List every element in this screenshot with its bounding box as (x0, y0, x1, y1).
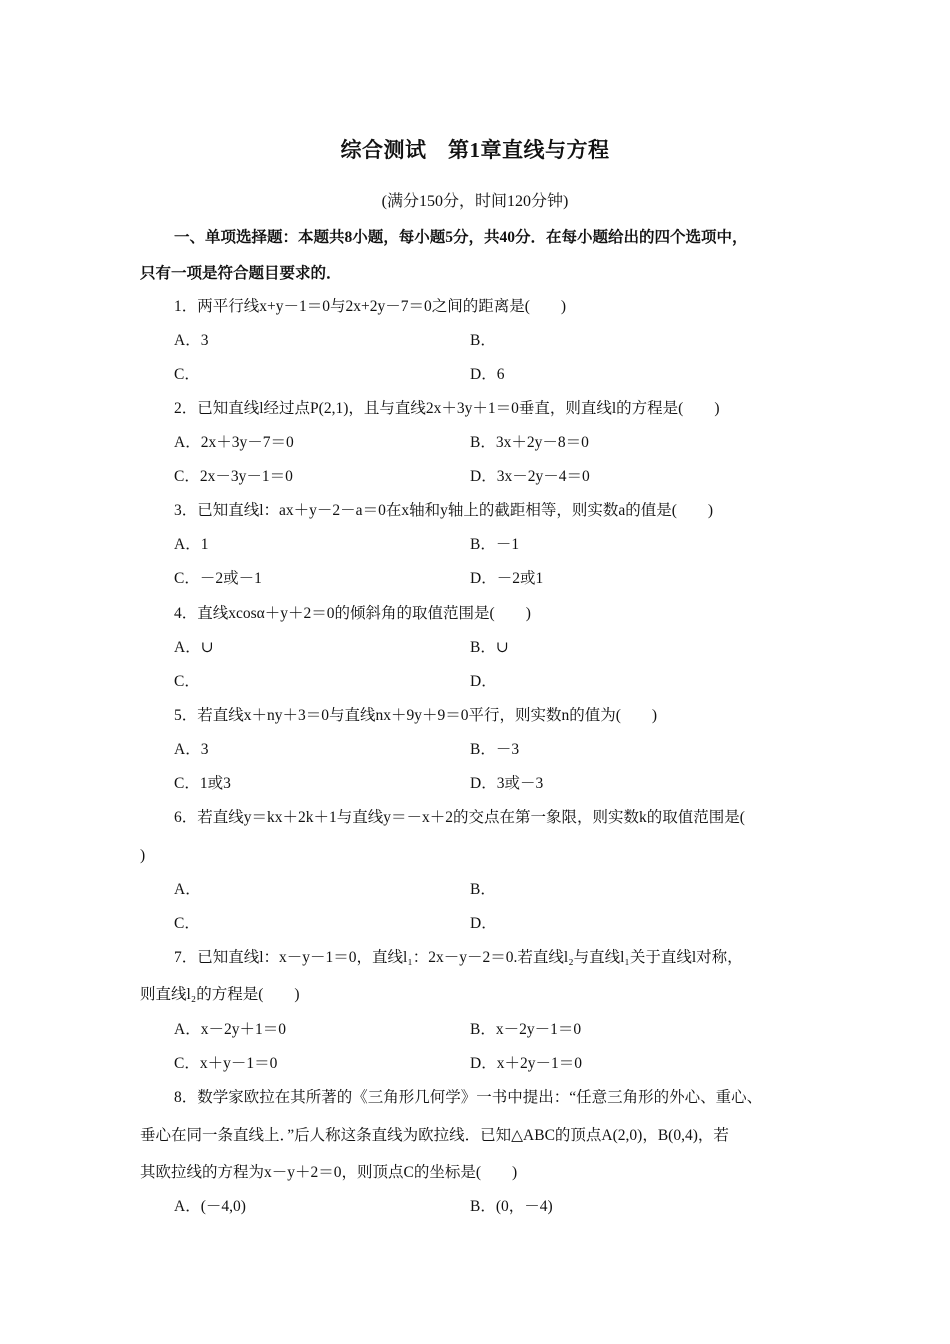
question-6-option-a: A． (174, 881, 201, 898)
question-5-option-b: B．－3 (470, 741, 520, 758)
question-2-option-d: D．3x－2y－4＝0 (470, 468, 590, 485)
question-7-option-d: D．x＋2y－1＝0 (470, 1055, 582, 1072)
question-5-option-d: D．3或－3 (470, 775, 544, 792)
question-3-option-b: B．－1 (470, 536, 520, 553)
question-7-option-a: A．x－2y＋1＝0 (174, 1021, 286, 1038)
question-3-option-d: D．－2或1 (470, 570, 544, 587)
question-4-text: 4．直线xcosα＋y＋2＝0的倾斜角的取值范围是( ) (174, 605, 531, 622)
question-4-option-d: D． (470, 673, 497, 690)
question-1-option-a: A．3 (174, 332, 209, 349)
question-1-text: 1．两平行线x+y－1＝0与2x+2y－7＝0之间的距离是( ) (174, 298, 567, 315)
question-7-option-c: C．x＋y－1＝0 (174, 1055, 278, 1072)
question-2-option-b: B．3x＋2y－8＝0 (470, 434, 589, 451)
question-3-option-a: A．1 (174, 536, 209, 553)
question-3-option-c: C．－2或－1 (174, 570, 262, 587)
question-1-option-d: D．6 (470, 366, 505, 383)
question-2-text: 2．已知直线l经过点P(2,1)，且与直线2x＋3y＋1＝0垂直，则直线l的方程是( ) (174, 400, 720, 417)
section-heading-line-1: 一、单项选择题：本题共8小题，每小题5分，共40分．在每小题给出的四个选项中， (174, 229, 748, 246)
question-8-text-continued-2: 其欧拉线的方程为x－y＋2＝0，则顶点C的坐标是( ) (140, 1164, 518, 1181)
document-title: 综合测试 第1章直线与方程 (340, 138, 610, 162)
question-4-option-a: A．∪ (174, 639, 214, 656)
question-5-text: 5．若直线x＋ny＋3＝0与直线nx＋9y＋9＝0平行，则实数n的值为( ) (174, 707, 658, 724)
question-8-text-continued-1: 垂心在同一条直线上．”后人称这条直线为欧拉线．已知△ABC的顶点A(2,0)，B(0,4)，若 (140, 1127, 729, 1144)
question-1-option-b: B． (470, 332, 496, 349)
question-5-option-a: A．3 (174, 741, 209, 758)
document-subtitle: (满分150分，时间120分钟) (381, 193, 569, 210)
question-5-option-c: C．1或3 (174, 775, 231, 792)
question-7-text: 7．已知直线l：x－y－1＝0，直线l₁：2x－y－2＝0.若直线l₂与直线l₁关于直线l对称， (174, 949, 743, 966)
question-1-option-c: C． (174, 366, 200, 383)
question-4-option-c: C． (174, 673, 200, 690)
section-heading-line-2: 只有一项是符合题目要求的． (140, 265, 342, 282)
question-2-option-a: A．2x＋3y－7＝0 (174, 434, 294, 451)
question-7-text-continued: 则直线l₂的方程是( ) (140, 986, 300, 1003)
question-6-text: 6．若直线y＝kx＋2k＋1与直线y＝－x＋2的交点在第一象限，则实数k的取值范围是( (174, 809, 745, 826)
question-8-option-b: B．(0，－4) (470, 1198, 553, 1215)
question-6-text-continued: ) (140, 847, 146, 864)
question-6-option-b: B． (470, 881, 496, 898)
question-3-text: 3．已知直线l：ax＋y－2－a＝0在x轴和y轴上的截距相等，则实数a的值是( ) (174, 502, 714, 519)
question-6-option-c: C． (174, 915, 200, 932)
question-7-option-b: B．x－2y－1＝0 (470, 1021, 582, 1038)
question-6-option-d: D． (470, 915, 497, 932)
question-4-option-b: B．∪ (470, 639, 509, 656)
question-8-text: 8．数学家欧拉在其所著的《三角形几何学》一书中提出：“任意三角形的外心、重心、 (174, 1089, 763, 1106)
question-2-option-c: C．2x－3y－1＝0 (174, 468, 293, 485)
question-8-option-a: A．(－4,0) (174, 1198, 246, 1215)
